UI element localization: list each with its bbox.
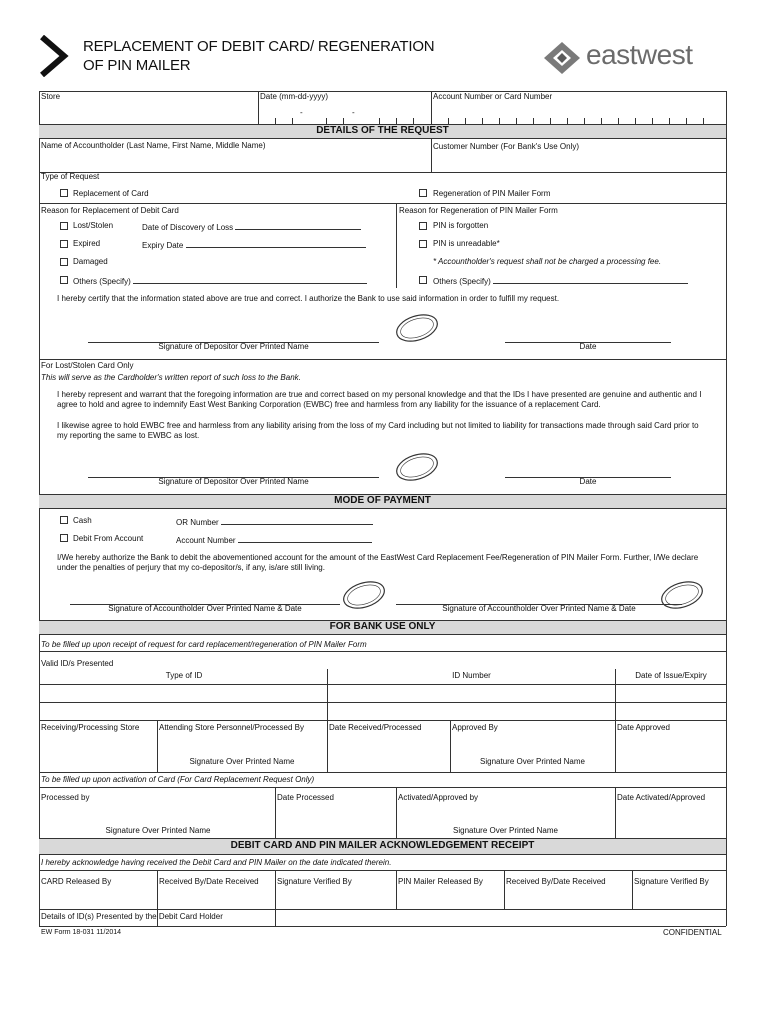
signature-verified-stamp-icon: [340, 580, 388, 610]
liability-paragraph: I likewise agree to hold EWBC free and harmless from any liability arising from the loss of my Card including but not limited to liability for transactions made through said Card prior to my reporting the same to EWBC as lost.: [57, 421, 699, 440]
reason-regeneration-label: Reason for Regeneration of PIN Mailer Form: [399, 206, 558, 215]
receiving-store-field[interactable]: Receiving/Processing Store: [41, 723, 140, 732]
cash-checkbox[interactable]: [60, 516, 68, 524]
lost-signature-label: Signature of Depositor Over Printed Name: [158, 477, 309, 486]
expired-checkbox[interactable]: [60, 240, 68, 248]
accountholder-name-field[interactable]: Name of Accountholder (Last Name, First Name, Middle Name): [41, 141, 266, 150]
debit-from-account-checkbox[interactable]: [60, 534, 68, 542]
payment-signature2-label: Signature of Accountholder Over Printed Name & Date: [442, 604, 636, 613]
payment-signature1-label: Signature of Accountholder Over Printed Name & Date: [108, 604, 302, 613]
others-specify-field[interactable]: Others (Specify): [73, 275, 367, 287]
date-issue-header: Date of Issue/Expiry: [635, 671, 707, 680]
date-approved-field[interactable]: Date Approved: [617, 723, 670, 732]
pin-unreadable-checkbox[interactable]: [419, 240, 427, 248]
divider: [327, 720, 328, 772]
form-border-top: [39, 91, 726, 92]
pin-note: * Accountholder's request shall not be charged a processing fee.: [433, 257, 662, 266]
received-by-card-field[interactable]: Received By/Date Received: [159, 877, 259, 886]
date-field[interactable]: Date (mm-dd-yyyy): [260, 92, 329, 101]
bank-use-band: FOR BANK USE ONLY: [39, 620, 726, 635]
reason-replacement-label: Reason for Replacement of Debit Card: [41, 206, 179, 215]
store-field[interactable]: Store: [41, 92, 61, 101]
authorize-paragraph: I/We hereby authorize the Bank to debit the abovementioned account for the amount of the EastWest Card Replacement Fee/Regeneration of PIN Mailer Form. Further, I/We declare under the penalties of perjury that my co-depositor/s, if any, is/are still living.: [57, 553, 699, 572]
divider: [615, 720, 616, 772]
customer-number-field[interactable]: Customer Number (For Bank's Use Only): [433, 142, 580, 151]
pin-unreadable-label: PIN is unreadable*: [433, 239, 500, 248]
form-title-line1: REPLACEMENT OF DEBIT CARD/ REGENERATION: [83, 38, 435, 55]
account-number-field[interactable]: Account Number or Card Number: [433, 92, 553, 101]
lost-date-label: Date: [579, 477, 597, 486]
bank-note-receipt: To be filled up upon receipt of request for card replacement/regeneration of PIN Mailer Form: [41, 640, 367, 649]
debit-from-account-label: Debit From Account: [73, 534, 144, 543]
date-received-field[interactable]: Date Received/Processed: [329, 723, 422, 732]
rule: [39, 787, 726, 788]
attending-personnel-field[interactable]: Attending Store Personnel/Processed By: [159, 723, 304, 732]
processed-by-field[interactable]: Processed by: [41, 793, 90, 802]
date-processed-field[interactable]: Date Processed: [277, 793, 334, 802]
divider: [615, 787, 616, 838]
request-date-label: Date: [579, 342, 597, 351]
confidential-label: CONFIDENTIAL: [663, 928, 722, 937]
acknowledgement-note: I hereby acknowledge having received the Debit Card and PIN Mailer on the date indicated therein.: [41, 858, 392, 867]
form-number: EW Form 18-031 11/2014: [41, 929, 122, 936]
cash-label: Cash: [73, 516, 92, 525]
rule: [39, 359, 726, 360]
divider: [396, 203, 397, 288]
bank-note-activation: To be filled up upon activation of Card (For Card Replacement Request Only): [41, 775, 315, 784]
rule: [39, 702, 726, 703]
form-title-line2: OF PIN MAILER: [83, 57, 191, 74]
indemnity-paragraph: I hereby represent and warrant that the foregoing information are true and correct based on my personal knowledge and that the IDs I have presented are genuine and authentic and I agree to hold and agree to indemnify East West Banking Corporation (EWBC) free and harmless from any liability for the issuance of a replacement Card.: [57, 390, 702, 409]
signature-printed-label: Signature Over Printed Name: [105, 826, 211, 835]
expired-label: Expired: [73, 239, 101, 248]
signature-verified-stamp-icon: [393, 452, 441, 482]
account-number-payment-field[interactable]: Account Number: [176, 534, 372, 546]
date-discovery-field[interactable]: Date of Discovery of Loss: [142, 221, 361, 233]
others-checkbox[interactable]: [60, 276, 68, 284]
signature-printed-label: Signature Over Printed Name: [453, 826, 558, 835]
lost-stolen-heading: For Lost/Stolen Card Only: [41, 361, 134, 370]
approved-by-field[interactable]: Approved By: [452, 723, 498, 732]
form-title: [83, 37, 434, 75]
regeneration-pin-label: Regeneration of PIN Mailer Form: [433, 189, 551, 198]
damaged-checkbox[interactable]: [60, 258, 68, 266]
received-by-pin-field[interactable]: Received By/Date Received: [506, 877, 606, 886]
signature-verified-stamp-icon: [393, 313, 441, 343]
form-border-right: [726, 91, 727, 926]
card-released-field[interactable]: CARD Released By: [41, 877, 112, 886]
rule: [39, 203, 726, 204]
rule: [39, 684, 726, 685]
divider: [632, 870, 633, 909]
details-ids-field[interactable]: Details of ID(s) Presented by the Debit Card Holder: [41, 912, 223, 921]
pin-released-field[interactable]: PIN Mailer Released By: [398, 877, 483, 886]
divider: [275, 787, 276, 838]
type-of-id-header: Type of ID: [165, 671, 203, 680]
replacement-of-card-label: Replacement of Card: [73, 189, 149, 198]
lost-stolen-label: Lost/Stolen: [73, 221, 114, 230]
activated-by-field[interactable]: Activated/Approved by: [398, 793, 479, 802]
or-number-field[interactable]: OR Number: [176, 516, 373, 528]
divider: [258, 91, 259, 124]
regeneration-pin-checkbox[interactable]: [419, 189, 427, 197]
divider: [396, 870, 397, 909]
rule: [39, 172, 726, 173]
date-separator: -: [300, 108, 303, 117]
divider: [431, 91, 432, 124]
pin-forgotten-checkbox[interactable]: [419, 222, 427, 230]
date-activated-field[interactable]: Date Activated/Approved: [617, 793, 706, 802]
rule: [39, 909, 726, 910]
lost-stolen-checkbox[interactable]: [60, 222, 68, 230]
rule: [39, 772, 726, 773]
others-regeneration-checkbox[interactable]: [419, 276, 427, 284]
signature-verified-pin-field[interactable]: Signature Verified By: [634, 877, 709, 886]
certify-text: I hereby certify that the information stated above are true and correct. I authorize the Bank to use said information in order to fulfill my request.: [57, 294, 560, 303]
id-number-header: ID Number: [452, 671, 491, 680]
divider: [275, 870, 276, 926]
date-separator: -: [352, 108, 355, 117]
payment-band: MODE OF PAYMENT: [39, 494, 726, 509]
divider: [431, 138, 432, 172]
damaged-label: Damaged: [73, 257, 108, 266]
signature-verified-stamp-icon: [658, 580, 706, 610]
logo-text: eastwest: [586, 39, 693, 70]
signature-printed-label: Signature Over Printed Name: [480, 757, 585, 766]
details-band: DETAILS OF THE REQUEST: [39, 124, 726, 139]
pin-forgotten-label: PIN is forgotten: [433, 221, 489, 230]
form-border-bottom: [39, 926, 726, 927]
chevron-right-icon: [40, 35, 70, 77]
signature-printed-label: Signature Over Printed Name: [189, 757, 295, 766]
diamond-logo-icon: [544, 40, 584, 76]
others-regeneration-field[interactable]: Others (Specify): [433, 275, 688, 287]
rule: [39, 651, 726, 652]
divider: [504, 870, 505, 909]
expiry-date-field[interactable]: Expiry Date: [142, 239, 366, 251]
rule: [39, 870, 726, 871]
lost-stolen-note: This will serve as the Cardholder's written report of such loss to the Bank.: [41, 373, 301, 382]
type-of-request-label: Type of Request: [41, 172, 100, 181]
acknowledgement-band: DEBIT CARD AND PIN MAILER ACKNOWLEDGEMENT RECEIPT: [39, 838, 726, 855]
valid-ids-label: Valid ID/s Presented: [41, 659, 114, 668]
rule: [39, 720, 726, 721]
signature-verified-card-field[interactable]: Signature Verified By: [277, 877, 352, 886]
replacement-of-card-checkbox[interactable]: [60, 189, 68, 197]
depositor-signature-label: Signature of Depositor Over Printed Name: [158, 342, 309, 351]
